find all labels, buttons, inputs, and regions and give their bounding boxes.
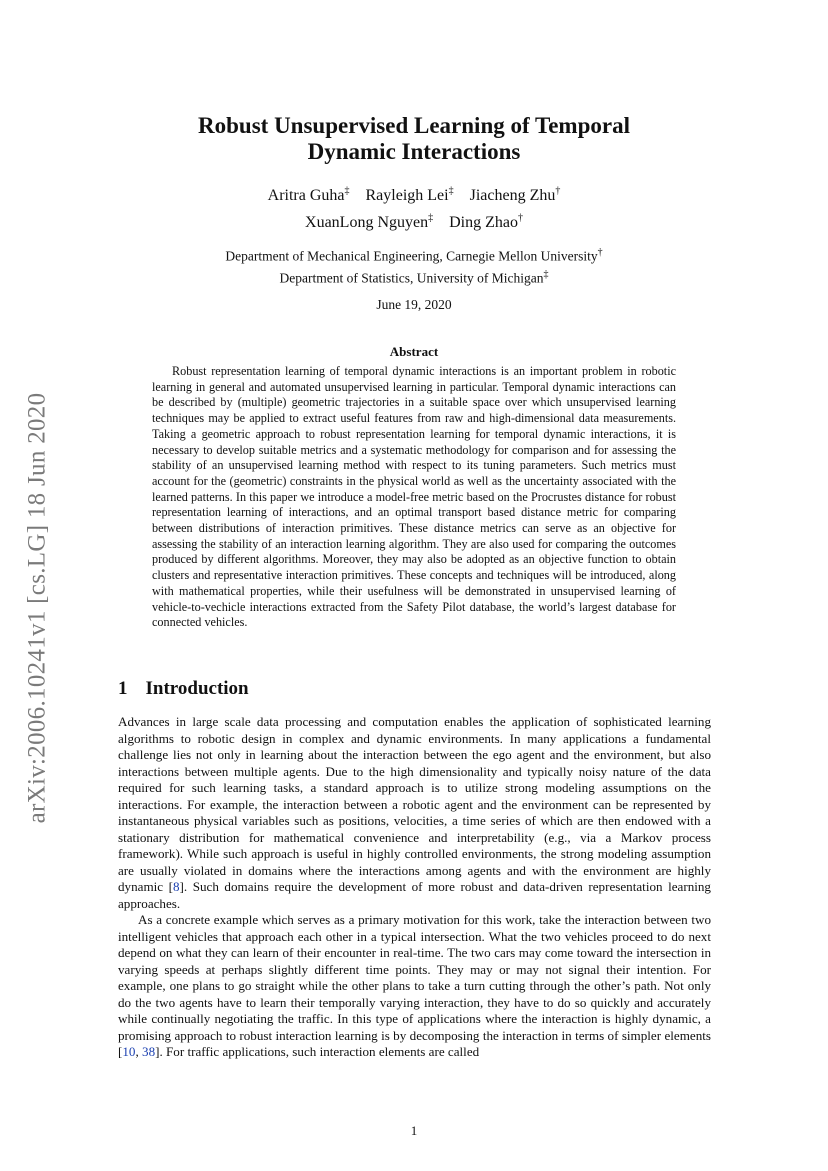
citation-link[interactable]: 10: [122, 1044, 136, 1059]
page-number: 1: [410, 1123, 418, 1138]
author-list: [0, 181, 828, 234]
paper-title: [0, 113, 828, 165]
affiliations: [0, 244, 828, 287]
paragraph: Advances in large scale data processing and computation enables the application of sophisticated learning algorithms to robotic design in complex and dynamic environments. In many applications a fundamental challenge lies not only in learning about the interaction between the ego agent and the environment, but also interactions between multiple agents. Due to the high dimensionality and typically noisy nature of the data required for such learning tasks, a standard approach is to utilize strong modeling assumptions on the interactions. For example, the interaction between a robotic agent and the environment can be represented by instantaneous physical variables such as positions, velocities, a time series of which are then endowed with a stationary distribution for mathematical convenience and interpretability (e.g., via a Markov process framework). While such approach is useful in highly controlled environments, the strong modeling assumption are usually violated in domains where the interactions among agents and with the environment are highly dynamic [8]. Such domains require the development of more robust and data-driven representation learning approaches.: [118, 714, 711, 911]
author: XuanLong Nguyen‡: [305, 212, 434, 231]
title-line-2: Dynamic Interactions: [307, 139, 521, 164]
author: Jiacheng Zhu†: [469, 186, 561, 205]
abstract-heading: Abstract: [389, 344, 439, 359]
author: Aritra Guha‡: [267, 186, 350, 205]
arxiv-identifier-stamp: [22, 365, 52, 850]
section-heading: [118, 678, 249, 700]
body-text: [118, 714, 711, 1061]
paper-date: June 19, 2020: [376, 297, 452, 312]
citation-link[interactable]: 8: [172, 879, 180, 894]
paragraph: As a concrete example which serves as a primary motivation for this work, take the interaction between two intelligent vehicles that approach each other in a typical intersection. What the two vehicles proceed to do next depend on what they can learn of their encounter in real-time. The two cars may come toward the intersection in varying speeds at perhaps slightly different time points. They may or may not signal their intention. For example, one plans to go straight while the other plans to take a turn cutting through the other’s path. Not only do the two agents have to learn their temporally varying interaction, they have to do so quickly and accurately while continually negotiating the traffic. In this type of applications where the interaction is highly dynamic, a promising approach to robust interaction learning is by decomposing the interaction in terms of simpler elements [10, 38]. For traffic applications, such interaction elements are called: [118, 912, 711, 1059]
section-number: 1: [118, 678, 128, 699]
arxiv-identifier-text: arXiv:2006.10241v1 [cs.LG] 18 Jun 2020: [23, 392, 51, 823]
title-line-1: Robust Unsupervised Learning of Temporal: [198, 113, 630, 138]
affiliation-line: Department of Statistics, University of Michigan‡: [279, 268, 549, 285]
section-title: Introduction: [145, 678, 249, 699]
authors-line-1: [0, 181, 828, 207]
abstract-text: Robust representation learning of temporal dynamic interactions is an important problem in robotic learning in general and automated unsupervised learning in particular. Temporal dynamic interactions can be described by (multiple) geometric trajectories in a suitable space over which unsupervised learning techniques may be applied to extract useful features from raw and high-dimensional data measurements. Taking a geometric approach to robust representation learning for temporal dynamic interactions, it is necessary to develop suitable metrics and a systematic methodology for comparison and for assessing the stability of an unsupervised learning method with respect to its tuning parameters. Such metrics must account for the (geometric) constraints in the physical world as well as the uncertainty associated with the learned patterns. In this paper we introduce a model-free metric based on the Procrustes distance for robust representation learning of interactions, and an optimal transport based distance metric for comparing between distributions of interaction primitives. These distance metrics can serve as an objective for assessing the stability of an interaction learning algorithm. They are also used for comparing the outcomes produced by different algorithms. Moreover, they may also be adopted as an objective function to obtain clusters and representative interaction primitives. These concepts and techniques will be introduced, along with mathematical properties, while their usefulness will be demonstrated in unsupervised learning of vehicle-to-vechicle interactions extracted from the Safety Pilot database, the world’s largest database for connected vehicles.: [152, 364, 676, 630]
affiliation-line: Department of Mechanical Engineering, Carnegie Mellon University†: [225, 247, 603, 264]
authors-line-2: [0, 207, 828, 233]
author: Ding Zhao†: [449, 212, 523, 231]
author: Rayleigh Lei‡: [365, 186, 454, 205]
citation-link[interactable]: 38: [142, 1044, 156, 1059]
